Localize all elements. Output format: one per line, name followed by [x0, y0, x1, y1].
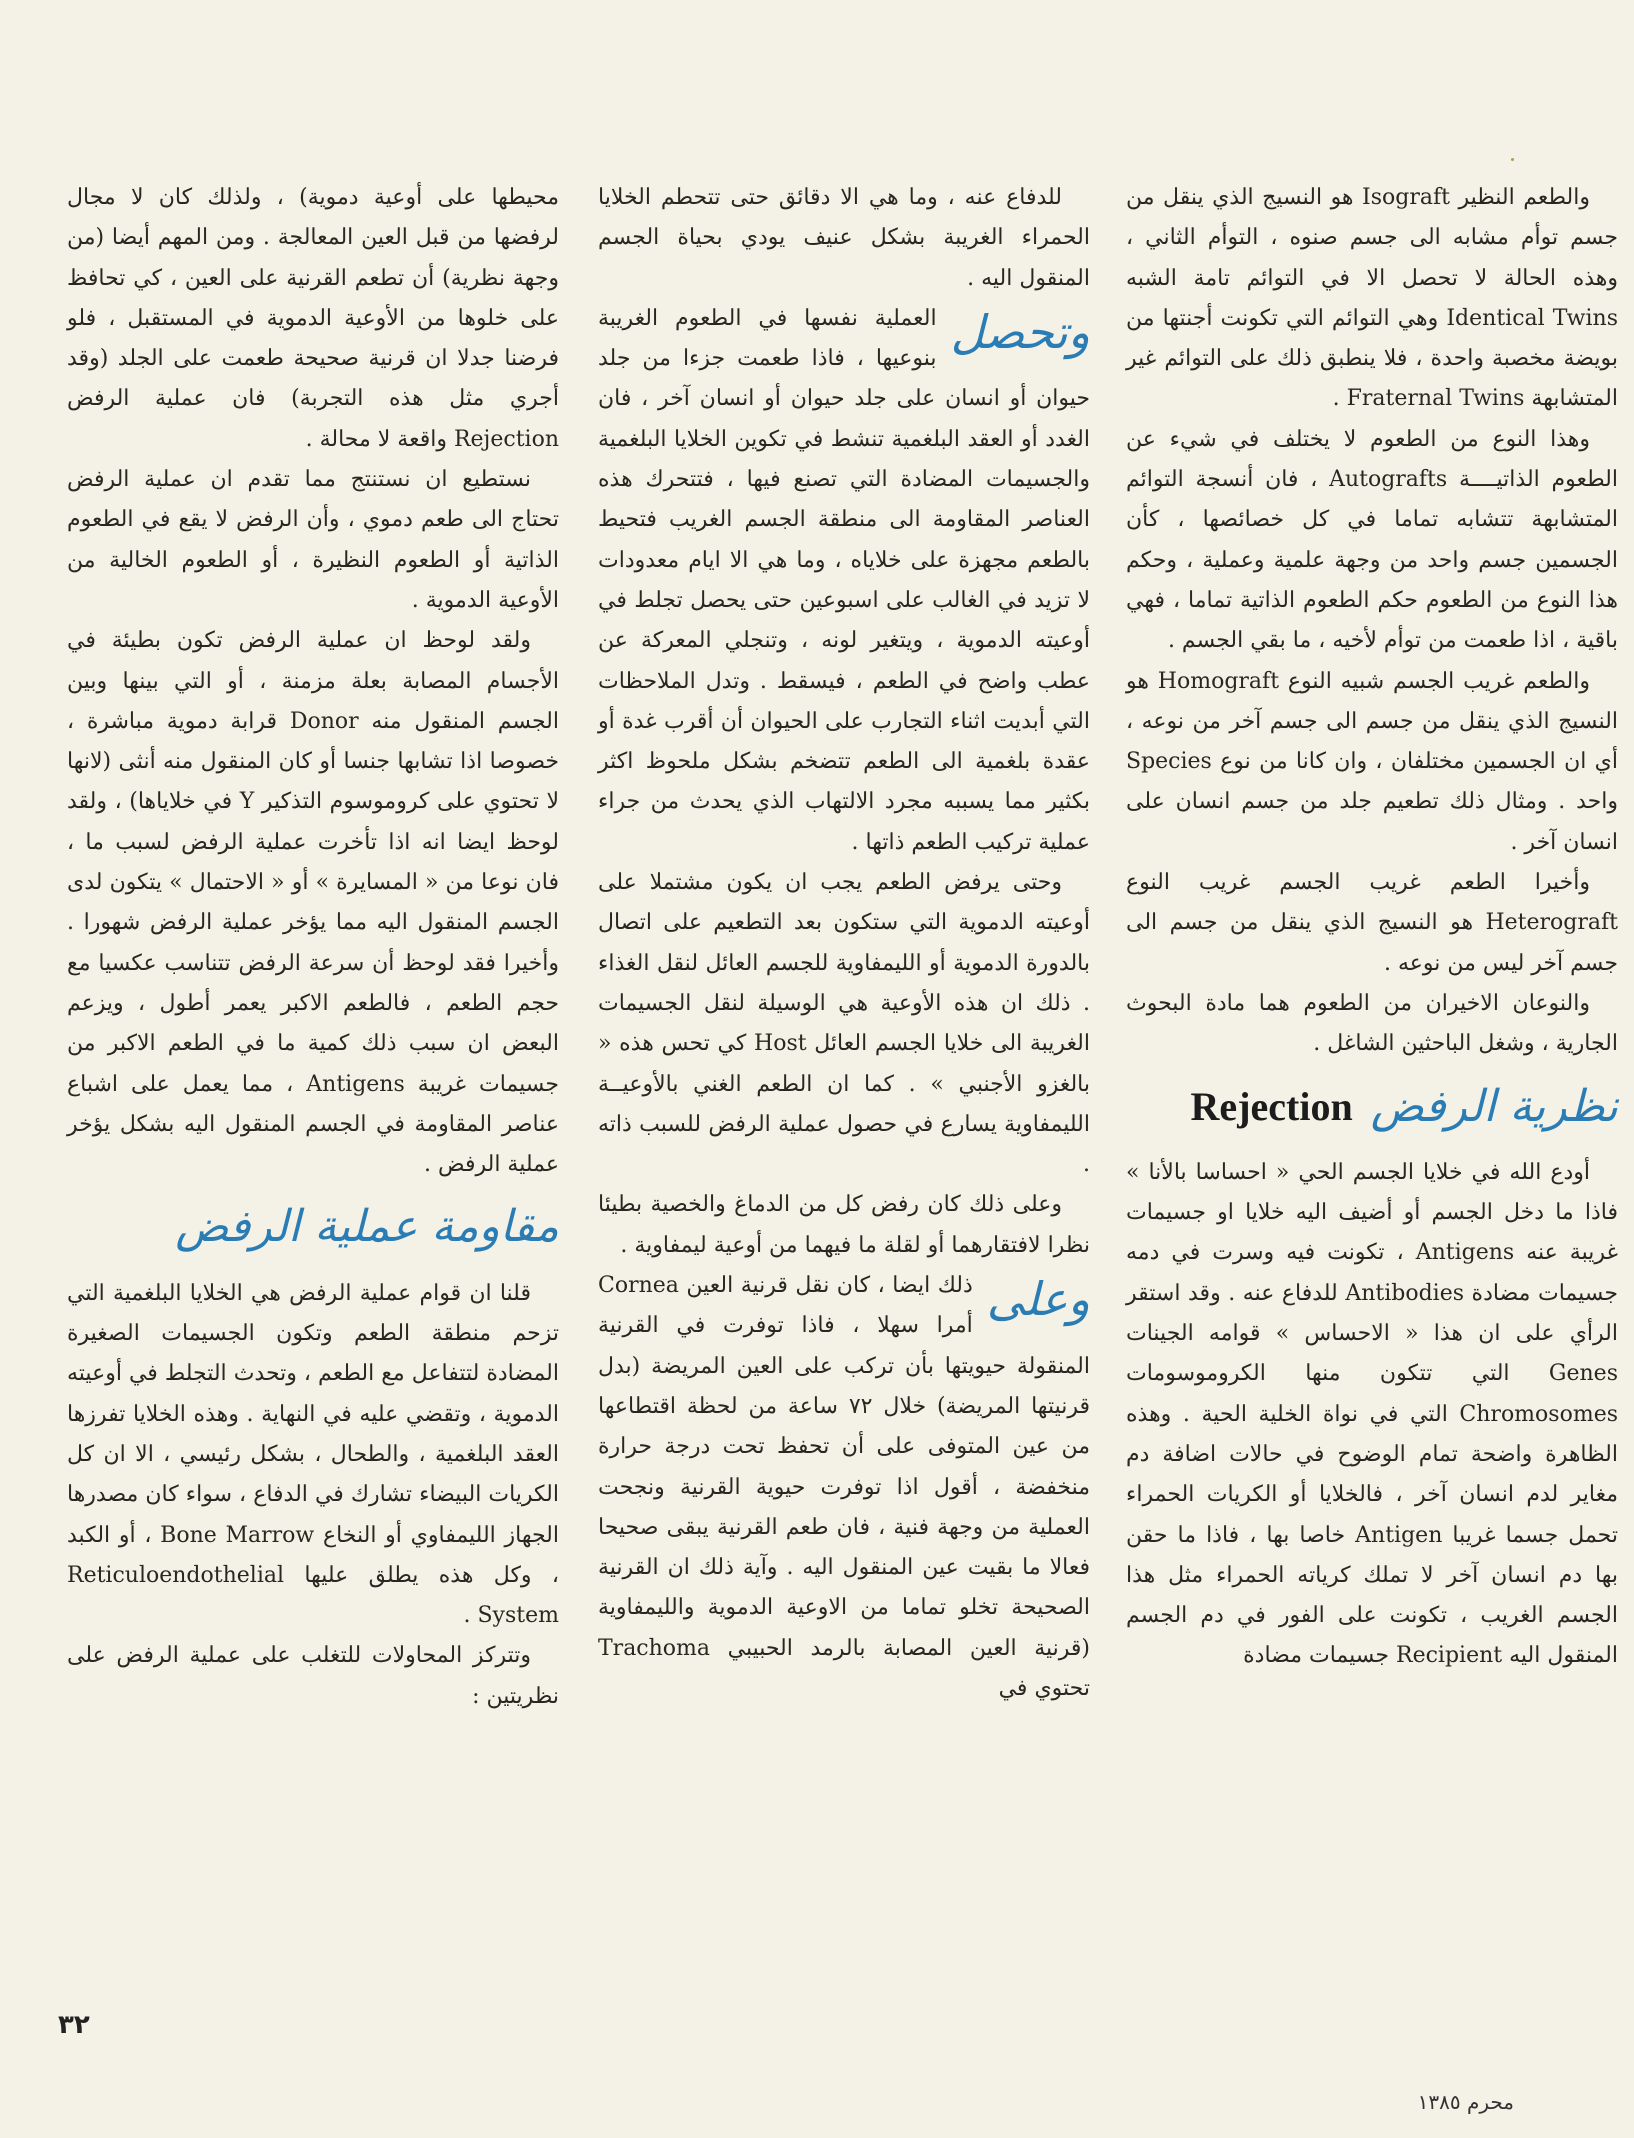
- inline-heading-upon: وعلى: [986, 1272, 1090, 1327]
- paragraph-antigens: أودع الله في خلايا الجسم الحي « احساسا بالأنا » فاذا ما دخل الجسم أو أضيف اليه خلايا او جسيمات غريبة عنه Antigens ، تكونت فيه وسرت في دمه جسيمات مضادة Antibodies للدفاع عنه . وقد استقر الرأي على ان هذا « الاحساس » قوامه الجينات Genes التي تتكون منها الكروموسومات Chromosomes التي في نواة الخلية الحية . وهذه الظاهرة واضحة تمام الوضوح في حالات اضافة دم مغاير لدم انسان آخر ، فالخلايا أو الكريات الحمراء تحمل جسما غريبا Antigen خاصا بها ، فاذا ما حقن بها دم انسان آخر لا تملك كرياته الحمراء مثل هذا الجسم الغريب ، تكونت على الفور في دم الجسم المنقول اليه Recipient جسيمات مضادة: [1126, 1159, 1618, 1669]
- paragraph-isograft: والطعم النظير Isograft هو النسيج الذي ينقل من جسم توأم مشابه الى جسم صنوه ، التوأم الثاني ، وهذه الحالة لا تحصل الا في التوائم تامة الشبه Identical Twins وهي التوائم التي تكونت أجنتها من بويضة مخصبة واحدة ، فلا ينطبق ذلك على التوائم غير المتشابهة Fraternal Twins .: [1126, 185, 1618, 412]
- column-middle: [598, 178, 1090, 1709]
- paragraph-vessels: وحتى يرفض الطعم يجب ان يكون مشتملا على أوعيته الدموية التي ستكون بعد التطعيم على اتصال بالدورة الدموية أو الليمفاوية للجسم العائل لنقل الغذاء . ذلك ان هذه الأوعية هي الوسيلة لنقل الجسيمات الغريبة الى خلايا الجسم العائل Host كي تحس هذه « بالغزو الأجنبي » . كما ان الطعم الغني بالأوعيــة الليمفاوية يسارع في حصول عملية الرفض للسبب ذاته .: [598, 870, 1091, 1178]
- paragraph-brain-testis: وعلى ذلك كان رفض كل من الدماغ والخصية بطيئا نظرا لافتقارهما أو لقلة ما فيهما من أوعية ليمفاوية .: [598, 1192, 1090, 1258]
- section-heading-arabic: نظرية الرفض: [1370, 1080, 1618, 1132]
- paragraph-conclusion: نستطيع ان نستنتج مما تقدم ان عملية الرفض تحتاج الى طعم دموي ، وأن الرفض لا يقع في الطعوم الذاتية أو الطعوم النظيرة ، أو الطعوم الخالية من الأوعية الدموية .: [67, 467, 559, 613]
- paragraph-research: والنوعان الاخيران من الطعوم هما مادة البحوث الجارية ، وشغل الباحثين الشاغل .: [1126, 990, 1618, 1057]
- page-number: ٣٢: [58, 2010, 90, 2040]
- section-heading-resisting-arabic: مقاومة عملية الرفض: [175, 1201, 559, 1253]
- section-heading-resisting-rejection: [67, 1201, 559, 1253]
- paragraph-graft-process-text: العملية نفسها في الطعوم الغريبة بنوعيها ، فاذا طعمت جزءا من جلد حيوان أو انسان على جلد حيوان أو انسان آخر ، فان الغدد أو العقد البلغمية تنشط في تكوين الخلايا البلغمية والجسيمات المضادة التي تصنع فيها ، فتتحرك هذه العناصر المقاومة الى منطقة الجسم الغريب فتحيط بالطعم مجهزة على خلاياه ، وما هي الا ايام معدودات لا تزيد في الغالب على اسبوعين حتى يحصل تجلط في أوعيته الدموية ، ويتغير لونه ، وتنجلي المعركة عن عطب واضح في الطعم ، فيسقط . وتدل الملاحظات التي أبديت اثناء التجارب على الحيوان أن أقرب غدة أو عقدة بلغمية الى الطعم تتضخم بشكل ملحوظ اكثر بكثير مما يسببه مجرد الالتهاب الذي يحدث من جراء عملية تركيب الطعم ذاتها .: [598, 305, 1090, 855]
- column-left: [67, 178, 559, 1717]
- paragraph-autografts: وهذا النوع من الطعوم لا يختلف في شيء عن الطعوم الذاتيــــة Autografts ، فان أنسجة التوائم المتشابهة تتشابه تماما في كل خصائصها ، كأن الجسمين جسم واحد من وجهة علمية وعملية ، وحكم هذا النوع من الطعوم حكم الطعوم الذاتية تماما ، فهي باقية ، اذا طعمت من توأم لأخيه ، ما بقي الجسم .: [1126, 426, 1618, 654]
- paragraph-heterograft: وأخيرا الطعم غريب الجسم غريب النوع Heterograft هو النسيج الذي ينقل من جسم الى جسم آخر ليس من نوعه .: [1126, 870, 1618, 976]
- issue-date: محرم ١٣٨٥: [1417, 2090, 1514, 2114]
- paragraph-graft-process: [598, 299, 1090, 863]
- paragraph-cornea: [598, 1266, 1090, 1709]
- paragraph-homograft: والطعم غريب الجسم شبيه النوع Homograft هو النسيج الذي ينقل من جسم الى جسم آخر من نوعه ، أي ان الجسمين مختلفان ، وان كانا من نوع Species واحد . ومثال ذلك تطعيم جلد من جسم انسان على انسان آخر .: [1126, 668, 1618, 855]
- section-heading-english: Rejection: [1190, 1083, 1353, 1129]
- paragraph-cornea-text: ذلك ايضا ، كان نقل قرنية العين Cornea أمرا سهلا ، فاذا توفرت في القرنية المنقولة حيويتها بأن تركب على العين المريضة (بدل قرنيتها المريضة) خلال ٧٢ ساعة من لحظة اقتطاعها من عين المتوفى على أن تحفظ تحت درجة حرارة منخفضة ، أقول اذا توفرت حيوية القرنية ونجحت العملية من وجهة فنية ، فان طعم القرنية يبقى صحيحا فعالا ما بقيت عين المنقول اليه . وآية ذلك ان القرنية الصحيحة تخلو تماما من الاوعية الدموية والليمفاوية (قرنية العين المصابة بالرمد الحبيبي Trachoma تحتوي في: [598, 1273, 1091, 1701]
- paragraph-slow-rejection: ولقد لوحظ ان عملية الرفض تكون بطيئة في الأجسام المصابة بعلة مزمنة ، أو التي بينها وبين الجسم المنقول منه Donor قرابة دموية مباشرة ، خصوصا اذا تشابها جنسا أو كان المنقول منه أنثى (لانها لا تحتوي على كروموسوم التذكير Y في خلاياها) ، ولقد لوحظ ايضا انه اذا تأخرت عملية الرفض لسبب ما ، فان نوعا من « المسايرة » أو « الاحتمال » يتكون لدى الجسم المنقول اليه مما يؤخر عملية الرفض شهورا . وأخيرا فقد لوحظ أن سرعة الرفض تتناسب عكسيا مع حجم الطعم ، فالطعم الاكبر يعمر أطول ، ويزعم البعض ان سبب ذلك كمية ما في الطعم الاكبر من جسيمات غريبة Antigens ، مما يعمل على اشباع عناصر المقاومة في الجسم المنقول اليه بشكل يؤخر عملية الرفض .: [67, 628, 559, 1178]
- paragraph-defense: للدفاع عنه ، وما هي الا دقائق حتى تتحطم الخلايا الحمراء الغريبة بشكل عنيف يودي بحياة الجسم المنقول اليه .: [598, 185, 1090, 291]
- column-right: [1126, 178, 1618, 1677]
- paragraph-two-theories: وتتركز المحاولات للتغلب على عملية الرفض على نظريتين :: [67, 1643, 559, 1709]
- print-speck: [1511, 158, 1514, 161]
- inline-heading-occurs: وتحصل: [950, 304, 1090, 359]
- paragraph-cornea-continued: محيطها على أوعية دموية) ، ولذلك كان لا مجال لرفضها من قبل العين المعالجة . ومن المهم أيضا (من وجهة نظرية) أن تطعم القرنية على العين ، كي تحافظ على خلوها من الأوعية الدموية في المستقبل ، فلو فرضنا جدلا ان قرنية صحيحة طعمت على الجلد (وقد أجري مثل هذه التجربة) فان عملية الرفض Rejection واقعة لا محالة .: [67, 185, 559, 452]
- section-heading-rejection: [1126, 1080, 1618, 1132]
- paragraph-lymph-cells: قلنا ان قوام عملية الرفض هي الخلايا البلغمية التي تزحم منطقة الطعم وتكون الجسيمات الصغيرة المضادة لتتفاعل مع الطعم ، وتحدث التجلط في أوعيته الدموية ، وتقضي عليه في النهاية . وهذه الخلايا تفرزها العقد البلغمية ، والطحال ، بشكل رئيسي ، الا ان كل الكريات البيضاء تشارك في الدفاع ، سواء كان مصدرها الجهاز الليمفاوي أو النخاع Bone Marrow ، أو الكبد ، وكل هذه يطلق عليها Reticuloendothelial System .: [67, 1280, 559, 1629]
